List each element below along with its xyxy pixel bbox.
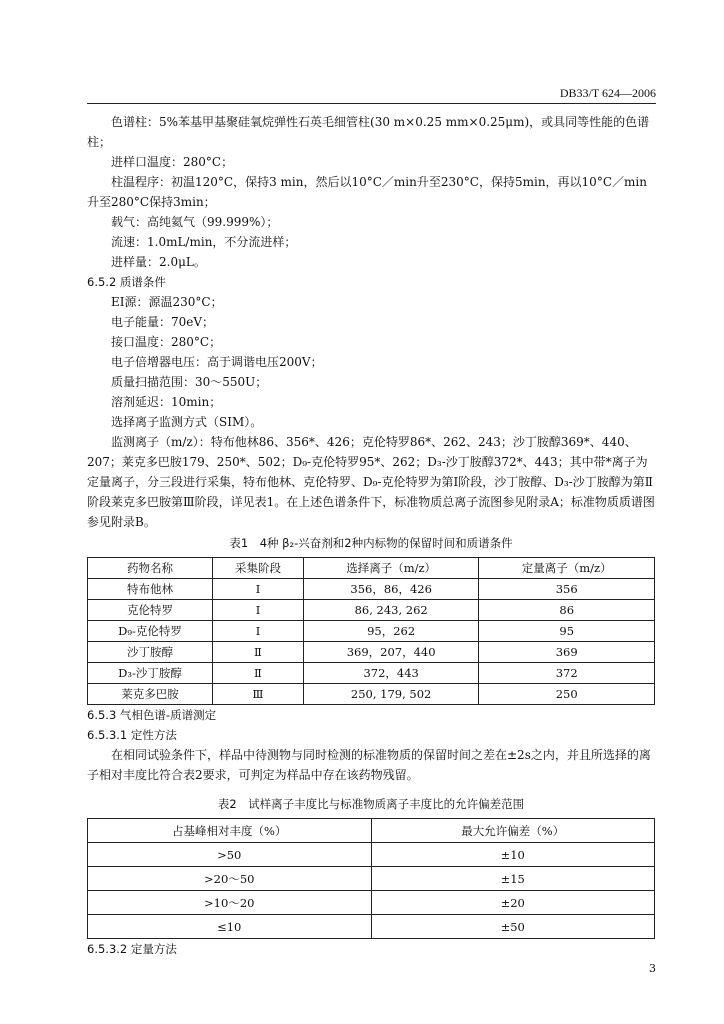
table-cell: 369，207，440 <box>303 642 479 663</box>
standard-number: DB33/T 624—2006 <box>559 86 656 100</box>
table-row <box>88 600 655 621</box>
table-cell: Ⅰ <box>213 579 304 600</box>
table-cell: 特布他林 <box>88 579 213 600</box>
section-6-5-3-1-title: 6.5.3.1 定性方法 <box>87 728 177 742</box>
ms-condition-multiplier: 电子倍增器电压：高于调谐电压200V； <box>111 355 323 369</box>
table-cell: 372，443 <box>303 663 479 684</box>
table-header-cell: 采集阶段 <box>213 558 304 579</box>
table-cell: >20～50 <box>88 867 372 891</box>
table-header-row <box>88 819 655 843</box>
table-cell: ±10 <box>371 843 655 867</box>
table-cell: 克伦特罗 <box>88 600 213 621</box>
table-cell: >50 <box>88 843 372 867</box>
table-cell: Ⅰ <box>213 621 304 642</box>
table-cell: Ⅱ <box>213 663 304 684</box>
ms-condition-energy: 电子能量：70eV； <box>111 315 215 329</box>
table-cell: 369 <box>479 642 655 663</box>
ms-condition-interface: 接口温度：280°C； <box>111 335 222 349</box>
table1-caption: 表1 4种 β₂-兴奋剂和2种内标物的保留时间和质谱条件 <box>229 536 513 550</box>
table-row <box>88 867 655 891</box>
section-6-5-3-2-title: 6.5.3.2 定量方法 <box>87 942 177 956</box>
document-body <box>87 112 655 959</box>
gc-condition-injector-temp: 进样口温度：280°C； <box>111 155 234 169</box>
table2-caption: 表2 试样离子丰度比与标准物质离子丰度比的允许偏差范围 <box>217 797 525 811</box>
table-cell: 95，262 <box>303 621 479 642</box>
table-header-cell: 选择离子（m/z） <box>303 558 479 579</box>
table-cell: 372 <box>479 663 655 684</box>
gc-condition-injection-volume: 进样量：2.0μL。 <box>111 255 206 269</box>
gc-condition-carrier-gas: 载气：高纯氦气（99.999%）； <box>111 215 279 229</box>
table-cell: 86, 243, 262 <box>303 600 479 621</box>
table-cell: Ⅲ <box>213 684 304 705</box>
ms-condition-sim: 选择离子监测方式（SIM）。 <box>111 415 263 429</box>
table-cell: D₉-克伦特罗 <box>88 621 213 642</box>
table-cell: 356 <box>479 579 655 600</box>
header-rule <box>87 103 656 104</box>
table-header-row <box>88 558 655 579</box>
monitor-ions-paragraph: 监测离子（m/z）：特布他林86、356*、426；克伦特罗86*、262、243；沙丁胺醇369*、440、207；莱克多巴胺179、250*、502；D₉-克伦特罗95*、262；D₃-沙丁胺醇372*、443；其中带*离子为定量离子，分三段进行采集，特布他林、克伦特罗、D₉-克伦特罗为第Ⅰ阶段，沙丁胺醇、D₃-沙丁胺醇为第Ⅱ阶段莱克多巴胺第Ⅲ阶段，详见表1。在上述色谱条件下，标准物质总离子流图参见附录A；标准物质质谱图参见附录B。 <box>87 435 655 529</box>
table-row <box>88 663 655 684</box>
table-cell: 86 <box>479 600 655 621</box>
table-cell: 沙丁胺醇 <box>88 642 213 663</box>
table-cell: Ⅱ <box>213 642 304 663</box>
table-header-cell: 占基峰相对丰度（%） <box>88 819 372 843</box>
table-header-cell: 药物名称 <box>88 558 213 579</box>
table2 <box>87 818 655 939</box>
table-header-cell: 最大允许偏差（%） <box>371 819 655 843</box>
table-row <box>88 642 655 663</box>
table-cell: 250 <box>479 684 655 705</box>
gc-condition-column: 色谱柱：5%苯基甲基聚硅氧烷弹性石英毛细管柱(30 m×0.25 mm×0.25μm)，或具同等性能的色谱柱； <box>87 115 650 149</box>
table-cell: Ⅰ <box>213 600 304 621</box>
table1 <box>87 557 655 705</box>
table-cell: ≤10 <box>88 915 372 939</box>
section-6-5-2-title: 6.5.2 质谱条件 <box>87 275 166 289</box>
table-cell: 莱克多巴胺 <box>88 684 213 705</box>
table-cell: D₃-沙丁胺醇 <box>88 663 213 684</box>
page-number: 3 <box>649 962 656 975</box>
table-cell: >10～20 <box>88 891 372 915</box>
table-cell: 356，86，426 <box>303 579 479 600</box>
table-cell: ±15 <box>371 867 655 891</box>
table-cell: 95 <box>479 621 655 642</box>
section-6-5-3-title: 6.5.3 气相色谱-质谱测定 <box>87 708 217 722</box>
table-row <box>88 684 655 705</box>
table-header-cell: 定量离子（m/z） <box>479 558 655 579</box>
table-row <box>88 621 655 642</box>
table-row <box>88 891 655 915</box>
table-cell: ±20 <box>371 891 655 915</box>
table-row <box>88 579 655 600</box>
ms-condition-source: EI源：源温230°C； <box>111 295 223 309</box>
gc-condition-flow: 流速：1.0mL/min，不分流进样； <box>111 235 297 249</box>
ms-condition-solvent-delay: 溶剂延迟：10min； <box>111 395 222 409</box>
ms-condition-scan-range: 质量扫描范围：30～550U； <box>111 375 268 389</box>
table-row <box>88 843 655 867</box>
gc-condition-oven-program: 柱温程序：初温120°C，保持3 min，然后以10°C／min升至230°C，保持5min，再以10°C／min升至280°C保持3min； <box>87 175 647 209</box>
table-cell: ±50 <box>371 915 655 939</box>
table-row <box>88 915 655 939</box>
qualitative-method-paragraph: 在相同试验条件下，样品中待测物与同时检测的标准物质的保留时间之差在±2s之内，并且所选择的离子相对丰度比符合表2要求，可判定为样品中存在该药物残留。 <box>87 748 651 782</box>
table-cell: 250, 179, 502 <box>303 684 479 705</box>
